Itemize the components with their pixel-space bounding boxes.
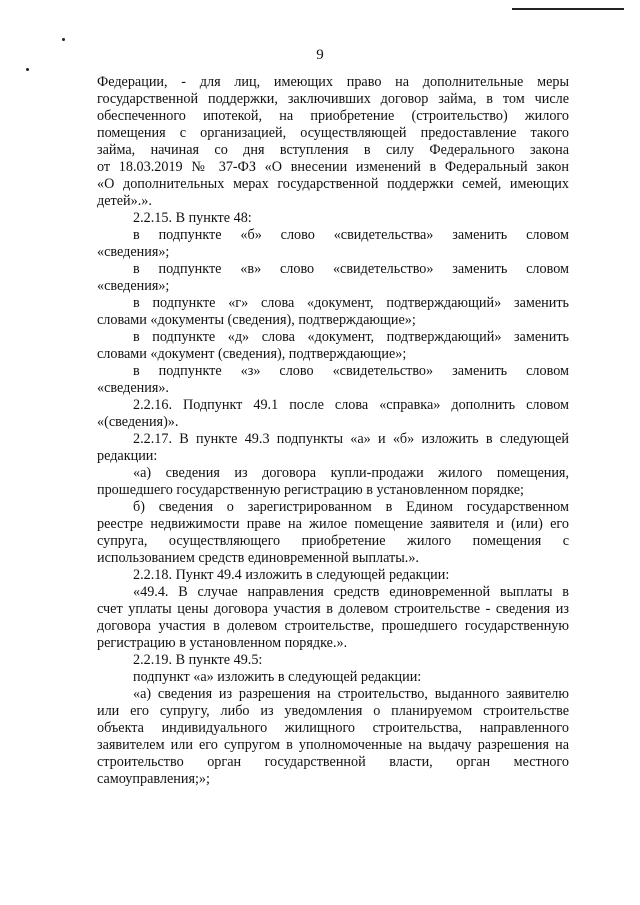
text-line: помещения с организацией, осуществляющей предоставление такого — [97, 125, 569, 141]
text-line: в подпункте «г» слова «документ, подтверждающий» заменить — [133, 295, 569, 311]
text-line: «а) сведения из разрешения на строительство, выданного заявителю — [133, 686, 569, 702]
text-line: 2.2.19. В пункте 49.5: — [133, 652, 263, 668]
text-line: государственной поддержки, заключивших договор займа, в том числе — [97, 91, 569, 107]
text-line: «(сведения)». — [97, 414, 179, 430]
text-line: 2.2.15. В пункте 48: — [133, 210, 252, 226]
text-line: «О дополнительных мерах государственной поддержки семей, имеющих — [97, 176, 569, 192]
top-rule — [512, 8, 624, 10]
text-line: 2.2.18. Пункт 49.4 изложить в следующей редакции: — [133, 567, 450, 583]
text-line: словами «документы (сведения), подтверждающие»; — [97, 312, 416, 328]
text-line: детей».». — [97, 193, 152, 209]
text-line: в подпункте «б» слово «свидетельства» заменить словом — [133, 227, 569, 243]
text-line: «сведения»; — [97, 278, 170, 294]
scan-speck — [62, 38, 65, 41]
text-line: регистрацию в установленном порядке.». — [97, 635, 348, 651]
text-line: заявителем или его супругом в уполномоченные на выдачу разрешения на — [97, 737, 569, 753]
text-line: строительство орган государственной власти, орган местного — [97, 754, 569, 770]
text-line: Федерации, - для лиц, имеющих право на дополнительные меры — [97, 74, 569, 90]
text-line: «49.4. В случае направления средств единовременной выплаты в — [133, 584, 569, 600]
text-line: займа, начиная со дня вступления в силу Федерального закона — [97, 142, 569, 158]
text-line: в подпункте «в» слово «свидетельство» заменить словом — [133, 261, 569, 277]
text-line: «а) сведения из договора купли-продажи жилого помещения, — [133, 465, 569, 481]
text-line: 2.2.17. В пункте 49.3 подпункты «а» и «б» изложить в следующей — [133, 431, 569, 447]
text-line: или его супругу, либо из уведомления о планируемом строительстве — [97, 703, 569, 719]
text-line: б) сведения о зарегистрированном в Едином государственном — [133, 499, 569, 515]
text-line: супруга, осуществляющего приобретение жилого помещения с — [97, 533, 569, 549]
text-line: от 18.03.2019 № 37-ФЗ «О внесении изменений в Федеральный закон — [97, 159, 569, 175]
text-line: обеспеченного ипотекой, на приобретение (строительство) жилого — [97, 108, 569, 124]
text-line: счет уплаты цены договора участия в долевом строительстве - сведения из — [97, 601, 569, 617]
text-line: договора участия в долевом строительстве, прошедшего государственную — [97, 618, 569, 634]
text-line: подпункт «а» изложить в следующей редакции: — [133, 669, 422, 685]
text-line: использованием средств единовременной выплаты.». — [97, 550, 419, 566]
text-line: редакции: — [97, 448, 158, 464]
text-line: «сведения»; — [97, 244, 170, 260]
text-line: объекта индивидуального жилищного строительства, направленного — [97, 720, 569, 736]
text-line: 2.2.16. Подпункт 49.1 после слова «справка» дополнить словом — [133, 397, 569, 413]
text-line: реестре недвижимости праве на жилое помещение заявителя и (или) его — [97, 516, 569, 532]
document-body — [97, 74, 569, 788]
text-line: в подпункте «з» слово «свидетельство» заменить словом — [133, 363, 569, 379]
page-number: 9 — [316, 47, 324, 63]
text-line: в подпункте «д» слова «документ, подтверждающий» заменить — [133, 329, 569, 345]
text-line: словами «документ (сведения), подтверждающие»; — [97, 346, 407, 362]
text-line: прошедшего государственную регистрацию в установленном порядке; — [97, 482, 524, 498]
scan-speck — [26, 68, 29, 71]
text-line: «сведения». — [97, 380, 169, 396]
text-line: самоуправления;»; — [97, 771, 210, 787]
